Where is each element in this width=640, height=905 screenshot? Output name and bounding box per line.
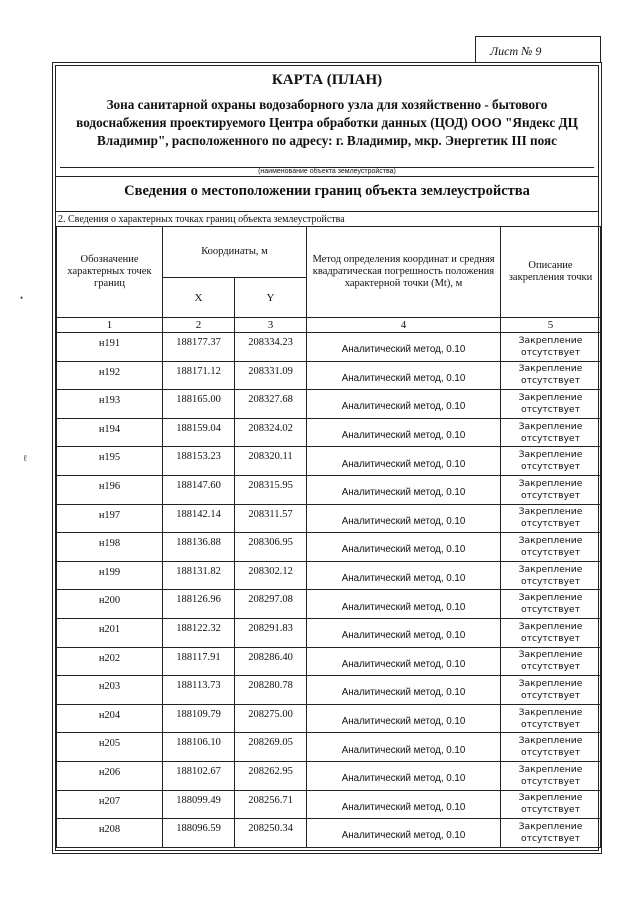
point-cell: н195: [57, 447, 163, 476]
x-coordinate-cell: 188147.60: [163, 475, 235, 504]
point-cell: н205: [57, 733, 163, 762]
fixing-description-cell: Закрепление отсутствует: [501, 475, 601, 504]
y-coordinate-cell: 208302.12: [235, 561, 307, 590]
column-number: 2: [163, 318, 235, 333]
y-coordinate-cell: 208306.95: [235, 533, 307, 562]
x-coordinate-cell: 188153.23: [163, 447, 235, 476]
table-row: [57, 704, 601, 733]
divider: [56, 211, 598, 212]
fixing-description-cell: Закрепление отсутствует: [501, 647, 601, 676]
x-coordinate-cell: 188165.00: [163, 390, 235, 419]
y-coordinate-cell: 208280.78: [235, 676, 307, 705]
point-cell: н198: [57, 533, 163, 562]
method-cell: Аналитический метод, 0.10: [307, 475, 501, 504]
fixing-description-cell: Закрепление отсутствует: [501, 533, 601, 562]
zone-name: Зона санитарной охраны водозаборного узла для хозяйственно - бытового водоснабжения проектируемого Центра обработки данных (ЦОД) ООО "Яндекс ДЦ Владимир", расположенного по адресу: г. Владимир, мкр. Энергетик III пояс: [76, 97, 578, 148]
column-number: 5: [501, 318, 601, 333]
table-row: [57, 361, 601, 390]
table-row: [57, 676, 601, 705]
method-cell: Аналитический метод, 0.10: [307, 333, 501, 362]
header-x: X: [163, 278, 235, 318]
table-row: [57, 647, 601, 676]
x-coordinate-cell: 188096.59: [163, 819, 235, 848]
method-cell: Аналитический метод, 0.10: [307, 504, 501, 533]
y-coordinate-cell: 208286.40: [235, 647, 307, 676]
y-coordinate-cell: 208331.09: [235, 361, 307, 390]
y-coordinate-cell: 208269.05: [235, 733, 307, 762]
x-coordinate-cell: 188117.91: [163, 647, 235, 676]
table-row: [57, 504, 601, 533]
method-cell: Аналитический метод, 0.10: [307, 361, 501, 390]
point-cell: н196: [57, 475, 163, 504]
point-cell: н203: [57, 676, 163, 705]
method-cell: Аналитический метод, 0.10: [307, 590, 501, 619]
y-coordinate-cell: 208327.68: [235, 390, 307, 419]
fixing-description-cell: Закрепление отсутствует: [501, 704, 601, 733]
table-row: [57, 333, 601, 362]
method-cell: Аналитический метод, 0.10: [307, 418, 501, 447]
header-desc: Описание закрепления точки: [501, 227, 601, 318]
fixing-description-cell: Закрепление отсутствует: [501, 333, 601, 362]
point-cell: н191: [57, 333, 163, 362]
method-cell: Аналитический метод, 0.10: [307, 704, 501, 733]
x-coordinate-cell: 188177.37: [163, 333, 235, 362]
margin-mark: ℓ: [23, 453, 28, 463]
method-cell: Аналитический метод, 0.10: [307, 561, 501, 590]
table-row: [57, 418, 601, 447]
y-coordinate-cell: 208297.08: [235, 590, 307, 619]
y-coordinate-cell: 208324.02: [235, 418, 307, 447]
table-row: [57, 390, 601, 419]
section-title: Сведения о местоположении границ объекта землеустройства: [124, 183, 530, 199]
table-row: [57, 790, 601, 819]
fixing-description-cell: Закрепление отсутствует: [501, 590, 601, 619]
point-cell: н193: [57, 390, 163, 419]
y-coordinate-cell: 208256.71: [235, 790, 307, 819]
y-coordinate-cell: 208311.57: [235, 504, 307, 533]
table-row: [57, 561, 601, 590]
table-row: [57, 533, 601, 562]
sheet-number: Лист № 9: [475, 36, 601, 62]
x-coordinate-cell: 188106.10: [163, 733, 235, 762]
fixing-description-cell: Закрепление отсутствует: [501, 361, 601, 390]
y-coordinate-cell: 208320.11: [235, 447, 307, 476]
fixing-description-cell: Закрепление отсутствует: [501, 761, 601, 790]
table-row: [57, 819, 601, 848]
point-cell: н202: [57, 647, 163, 676]
x-coordinate-cell: 188159.04: [163, 418, 235, 447]
fixing-description-cell: Закрепление отсутствует: [501, 618, 601, 647]
point-cell: н194: [57, 418, 163, 447]
divider: [56, 176, 598, 177]
method-cell: Аналитический метод, 0.10: [307, 447, 501, 476]
table-row: [57, 475, 601, 504]
fixing-description-cell: Закрепление отсутствует: [501, 418, 601, 447]
method-cell: Аналитический метод, 0.10: [307, 533, 501, 562]
document-frame: [52, 62, 602, 854]
method-cell: Аналитический метод, 0.10: [307, 390, 501, 419]
y-coordinate-cell: 208275.00: [235, 704, 307, 733]
point-cell: н197: [57, 504, 163, 533]
subsection-title: 2. Сведения о характерных точках границ объекта землеустройства: [58, 214, 345, 225]
x-coordinate-cell: 188136.88: [163, 533, 235, 562]
boundary-points-table: [56, 226, 601, 848]
table-row: [57, 590, 601, 619]
method-cell: Аналитический метод, 0.10: [307, 676, 501, 705]
y-coordinate-cell: 208291.83: [235, 618, 307, 647]
x-coordinate-cell: 188109.79: [163, 704, 235, 733]
point-cell: н201: [57, 618, 163, 647]
header-y: Y: [235, 278, 307, 318]
method-cell: Аналитический метод, 0.10: [307, 790, 501, 819]
fixing-description-cell: Закрепление отсутствует: [501, 561, 601, 590]
method-cell: Аналитический метод, 0.10: [307, 761, 501, 790]
point-cell: н208: [57, 819, 163, 848]
fixing-description-cell: Закрепление отсутствует: [501, 504, 601, 533]
x-coordinate-cell: 188102.67: [163, 761, 235, 790]
column-number: 1: [57, 318, 163, 333]
y-coordinate-cell: 208315.95: [235, 475, 307, 504]
x-coordinate-cell: 188099.49: [163, 790, 235, 819]
point-cell: н192: [57, 361, 163, 390]
x-coordinate-cell: 188171.12: [163, 361, 235, 390]
point-cell: н207: [57, 790, 163, 819]
method-cell: Аналитический метод, 0.10: [307, 647, 501, 676]
header-method: Метод определения координат и средняя квадратическая погрешность положения характерной точки (Mt), м: [307, 227, 501, 318]
x-coordinate-cell: 188113.73: [163, 676, 235, 705]
zone-caption: (наименование объекта землеустройства): [258, 168, 396, 175]
y-coordinate-cell: 208334.23: [235, 333, 307, 362]
point-cell: н199: [57, 561, 163, 590]
y-coordinate-cell: 208250.34: [235, 819, 307, 848]
header-point: Обозначение характерных точек границ: [57, 227, 163, 318]
table-row: [57, 447, 601, 476]
point-cell: н206: [57, 761, 163, 790]
point-cell: н200: [57, 590, 163, 619]
x-coordinate-cell: 188126.96: [163, 590, 235, 619]
fixing-description-cell: Закрепление отсутствует: [501, 390, 601, 419]
method-cell: Аналитический метод, 0.10: [307, 819, 501, 848]
fixing-description-cell: Закрепление отсутствует: [501, 733, 601, 762]
point-cell: н204: [57, 704, 163, 733]
table-row: [57, 761, 601, 790]
margin-mark: •: [20, 293, 24, 303]
table-row: [57, 733, 601, 762]
map-title: КАРТА (ПЛАН): [271, 72, 383, 88]
method-cell: Аналитический метод, 0.10: [307, 733, 501, 762]
fixing-description-cell: Закрепление отсутствует: [501, 819, 601, 848]
column-number: 3: [235, 318, 307, 333]
column-number: 4: [307, 318, 501, 333]
document-inner-frame: [55, 65, 599, 851]
header-coords: Координаты, м: [163, 227, 307, 278]
fixing-description-cell: Закрепление отсутствует: [501, 676, 601, 705]
y-coordinate-cell: 208262.95: [235, 761, 307, 790]
x-coordinate-cell: 188122.32: [163, 618, 235, 647]
method-cell: Аналитический метод, 0.10: [307, 618, 501, 647]
x-coordinate-cell: 188142.14: [163, 504, 235, 533]
table-row: [57, 618, 601, 647]
fixing-description-cell: Закрепление отсутствует: [501, 790, 601, 819]
fixing-description-cell: Закрепление отсутствует: [501, 447, 601, 476]
x-coordinate-cell: 188131.82: [163, 561, 235, 590]
